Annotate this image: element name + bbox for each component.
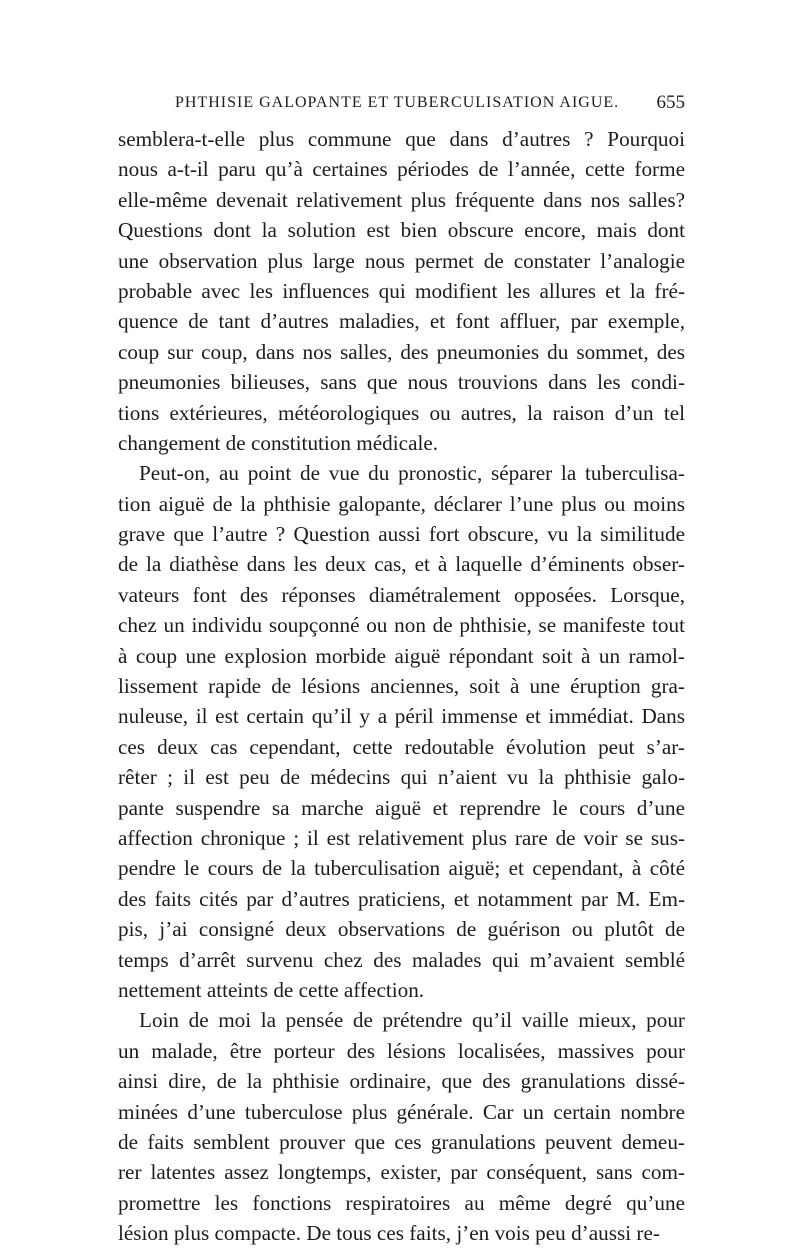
- text-line: lésion plus compacte. De tous ces faits, j’en vois peu d’aussi re-: [118, 1221, 660, 1246]
- running-title: PHTHISIE GALOPANTE ET TUBERCULISATION AIGUE.: [175, 94, 620, 111]
- text-line: temps d’arrêt survenu chez des malades qui m’avaient semblé: [118, 947, 685, 972]
- page-number: 655: [656, 92, 685, 113]
- text-line: changement de constitution médicale.: [118, 430, 439, 455]
- text-line: nuleuse, il est certain qu’il y a péril immense et immédiat. Dans: [118, 704, 685, 729]
- text-line: rer latentes assez longtemps, exister, par conséquent, sans com-: [118, 1160, 685, 1185]
- paragraph: [118, 1005, 685, 1248]
- text-line: rêter ; il est peu de médecins qui n’aient vu la phthisie galo-: [118, 765, 685, 790]
- text-line: ainsi dire, de la phthisie ordinaire, que des granulations dissé-: [118, 1069, 685, 1094]
- text-line: Peut-on, au point de vue du pronostic, séparer la tuberculisa-: [139, 461, 685, 486]
- text-line: tion aiguë de la phthisie galopante, déclarer l’une plus ou moins: [118, 491, 685, 516]
- text-line: chez un individu soupçonné ou non de phthisie, se manifeste tout: [118, 613, 685, 638]
- text-line: pneumonies bilieuses, sans que nous trouvions dans les condi-: [118, 370, 685, 395]
- text-line: un malade, être porteur des lésions localisées, massives pour: [118, 1038, 685, 1063]
- text-line: coup sur coup, dans nos salles, des pneumonies du sommet, des: [118, 339, 685, 364]
- text-line: grave que l’autre ? Question aussi fort obscure, vu la similitude: [118, 522, 685, 547]
- text-line: de faits semblent prouver que ces granulations peuvent demeu-: [118, 1129, 685, 1154]
- text-line: lissement rapide de lésions anciennes, soit à une éruption gra-: [118, 674, 685, 699]
- text-line: Questions dont la solution est bien obscure encore, mais dont: [118, 218, 685, 243]
- text-line: vateurs font des réponses diamétralement opposées. Lorsque,: [118, 582, 685, 607]
- paragraph: [118, 458, 685, 1005]
- text-line: promettre les fonctions respiratoires au même degré qu’une: [118, 1190, 685, 1215]
- body-text: [118, 124, 685, 1248]
- text-line: semblera-t-elle plus commune que dans d’autres ? Pourquoi: [118, 127, 685, 151]
- text-line: à coup une explosion morbide aiguë répondant soit à un ramol-: [118, 643, 685, 668]
- text-line: pendre le cours de la tuberculisation aiguë; et cependant, à côté: [118, 856, 685, 881]
- text-line: elle-même devenait relativement plus fréquente dans nos salles?: [118, 187, 685, 212]
- text-line: pante suspendre sa marche aiguë et reprendre le cours d’une: [118, 795, 685, 820]
- text-line: pis, j’ai consigné deux observations de guérison ou plutôt de: [118, 917, 685, 942]
- text-line: affection chronique ; il est relativement plus rare de voir se sus-: [118, 825, 685, 850]
- text-line: Loin de moi la pensée de prétendre qu’il vaille mieux, pour: [139, 1008, 685, 1033]
- text-line: ces deux cas cependant, cette redoutable évolution peut s’ar-: [118, 734, 685, 759]
- text-line: des faits cités par d’autres praticiens, et notamment par M. Em-: [118, 886, 685, 911]
- text-line: nous a-t-il paru qu’à certaines périodes de l’année, cette forme: [118, 157, 685, 182]
- paragraph: [118, 124, 685, 458]
- text-line: minées d’une tuberculose plus générale. Car un certain nombre: [118, 1099, 685, 1124]
- text-line: nettement atteints de cette affection.: [118, 977, 425, 1002]
- text-line: une observation plus large nous permet de constater l’analogie: [118, 248, 685, 273]
- text-line: de la diathèse dans les deux cas, et à laquelle d’éminents obser-: [118, 552, 685, 577]
- text-line: quence de tant d’autres maladies, et font affluer, par exemple,: [118, 309, 685, 334]
- text-line: probable avec les influences qui modifient les allures et la fré-: [118, 278, 685, 303]
- text-line: tions extérieures, météorologiques ou autres, la raison d’un tel: [118, 400, 685, 425]
